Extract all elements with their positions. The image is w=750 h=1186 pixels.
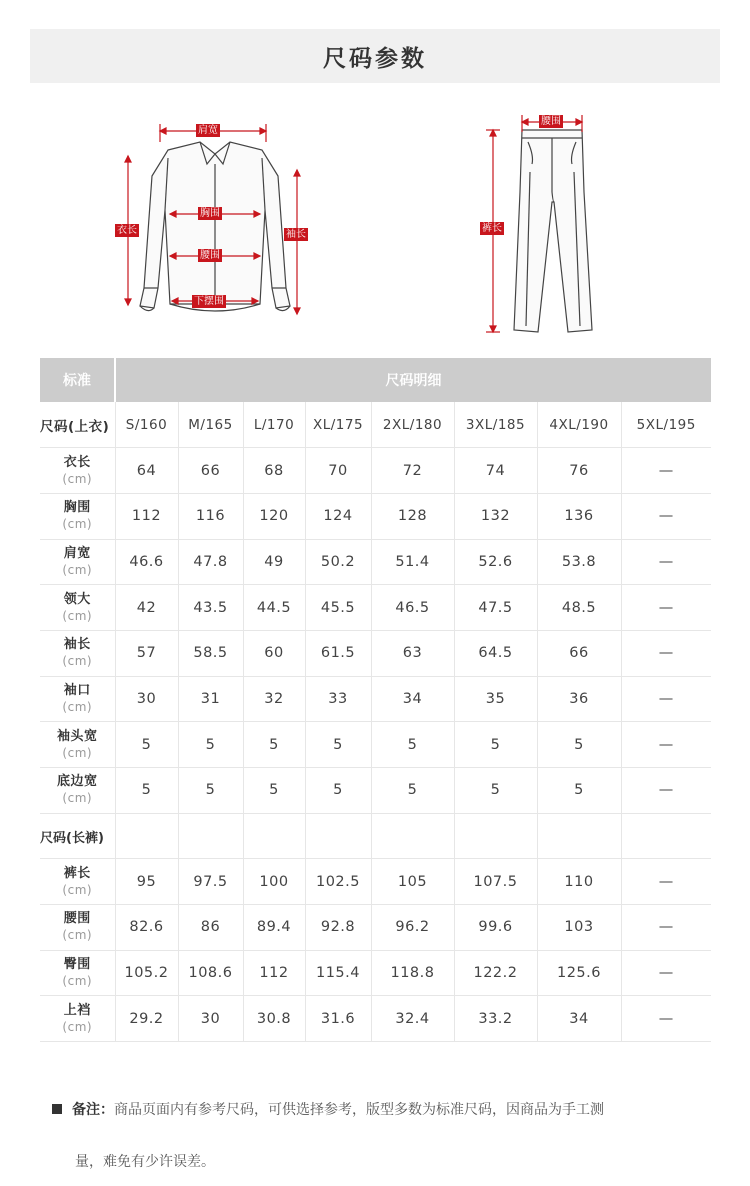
value-cell: 48.5 <box>537 585 621 631</box>
value-cell: 124 <box>305 493 371 539</box>
table-row-pants-section <box>40 813 711 859</box>
value-cell: 47.5 <box>454 585 537 631</box>
value-cell: 86 <box>178 905 243 951</box>
value-cell: 51.4 <box>371 539 454 585</box>
value-cell: 36 <box>537 676 621 722</box>
empty-cell <box>537 813 621 859</box>
value-cell: 66 <box>178 448 243 494</box>
value-cell: 5 <box>305 722 371 768</box>
value-cell: 70 <box>305 448 371 494</box>
value-cell: 5 <box>305 768 371 814</box>
table-row <box>40 905 711 951</box>
size-cell: M/165 <box>178 402 243 448</box>
value-cell: 5 <box>454 722 537 768</box>
table-row <box>40 859 711 905</box>
pants-diagram <box>470 112 610 337</box>
value-cell: 29.2 <box>115 996 178 1042</box>
pants-section-label: 尺码(长裤) <box>40 813 115 859</box>
value-cell: 5 <box>178 722 243 768</box>
row-unit: (cm) <box>62 882 93 897</box>
size-cell: 5XL/195 <box>621 402 711 448</box>
value-cell: 118.8 <box>371 950 454 996</box>
empty-cell <box>305 813 371 859</box>
hem-label: 下摆围 <box>194 296 224 307</box>
value-cell: 5 <box>243 722 305 768</box>
value-cell: 35 <box>454 676 537 722</box>
value-cell: 30 <box>178 996 243 1042</box>
page-title: 尺码参数 <box>323 45 427 72</box>
value-cell: 42 <box>115 585 178 631</box>
value-cell: 116 <box>178 493 243 539</box>
chest-label: 胸围 <box>200 208 220 219</box>
sleeve-label: 袖长 <box>286 229 306 240</box>
value-cell: 97.5 <box>178 859 243 905</box>
value-cell: 112 <box>115 493 178 539</box>
table-row <box>40 676 711 722</box>
value-cell: 95 <box>115 859 178 905</box>
value-cell: — <box>621 676 711 722</box>
value-cell: — <box>621 996 711 1042</box>
value-cell: 5 <box>178 768 243 814</box>
size-cell: 4XL/190 <box>537 402 621 448</box>
note-line2: 量，难免有少许误差。 <box>75 1154 215 1170</box>
row-name: 肩宽 <box>63 545 91 561</box>
table-row <box>40 768 711 814</box>
value-cell: 107.5 <box>454 859 537 905</box>
row-label <box>40 859 115 905</box>
value-cell: 5 <box>115 768 178 814</box>
value-cell: 136 <box>537 493 621 539</box>
value-cell: 32.4 <box>371 996 454 1042</box>
value-cell: 57 <box>115 630 178 676</box>
value-cell: 112 <box>243 950 305 996</box>
row-name: 袖口 <box>63 682 91 698</box>
note <box>52 1084 722 1186</box>
title-bar <box>30 29 720 83</box>
table-body <box>40 402 711 1042</box>
value-cell: 68 <box>243 448 305 494</box>
row-name: 衣长 <box>63 454 91 470</box>
value-cell: — <box>621 493 711 539</box>
row-unit: (cm) <box>62 974 93 989</box>
table-row <box>40 448 711 494</box>
value-cell: — <box>621 768 711 814</box>
table-header-row <box>40 358 711 402</box>
row-unit: (cm) <box>62 517 93 532</box>
empty-cell <box>115 813 178 859</box>
value-cell: 66 <box>537 630 621 676</box>
table-row-sizes <box>40 402 711 448</box>
header-detail: 尺码明细 <box>115 358 711 402</box>
row-name: 袖长 <box>63 637 91 653</box>
shirt-diagram <box>100 118 330 333</box>
value-cell: — <box>621 448 711 494</box>
row-unit: (cm) <box>62 928 93 943</box>
shoulder-label: 肩宽 <box>198 125 218 136</box>
value-cell: 82.6 <box>115 905 178 951</box>
value-cell: — <box>621 585 711 631</box>
length-label: 衣长 <box>117 225 137 236</box>
value-cell: 89.4 <box>243 905 305 951</box>
row-unit: (cm) <box>62 745 93 760</box>
value-cell: 34 <box>371 676 454 722</box>
value-cell: 33 <box>305 676 371 722</box>
value-cell: 92.8 <box>305 905 371 951</box>
row-name: 胸围 <box>63 500 91 516</box>
row-label <box>40 768 115 814</box>
value-cell: — <box>621 539 711 585</box>
value-cell: 63 <box>371 630 454 676</box>
value-cell: 43.5 <box>178 585 243 631</box>
value-cell: 32 <box>243 676 305 722</box>
row-name: 腰围 <box>63 911 91 927</box>
value-cell: 31.6 <box>305 996 371 1042</box>
value-cell: — <box>621 722 711 768</box>
value-cell: 49 <box>243 539 305 585</box>
row-unit: (cm) <box>62 654 93 669</box>
table-row <box>40 493 711 539</box>
size-cell: 3XL/185 <box>454 402 537 448</box>
pants-length-label: 裤长 <box>482 223 502 234</box>
pants-waist-label: 腰围 <box>541 116 561 127</box>
value-cell: 5 <box>371 722 454 768</box>
empty-cell <box>621 813 711 859</box>
value-cell: — <box>621 950 711 996</box>
note-label: 备注： <box>72 1102 114 1118</box>
size-cell: 2XL/180 <box>371 402 454 448</box>
value-cell: 30.8 <box>243 996 305 1042</box>
value-cell: 132 <box>454 493 537 539</box>
value-cell: 5 <box>243 768 305 814</box>
value-cell: 74 <box>454 448 537 494</box>
value-cell: 64 <box>115 448 178 494</box>
value-cell: 33.2 <box>454 996 537 1042</box>
size-cell: XL/175 <box>305 402 371 448</box>
size-cell: S/160 <box>115 402 178 448</box>
value-cell: 52.6 <box>454 539 537 585</box>
row-label <box>40 630 115 676</box>
row-label <box>40 950 115 996</box>
header-standard: 标准 <box>40 358 115 402</box>
value-cell: 5 <box>371 768 454 814</box>
row-label <box>40 722 115 768</box>
value-cell: 45.5 <box>305 585 371 631</box>
value-cell: 105.2 <box>115 950 178 996</box>
table-row <box>40 722 711 768</box>
row-name: 上裆 <box>63 1002 91 1018</box>
empty-cell <box>454 813 537 859</box>
row-unit: (cm) <box>62 699 93 714</box>
row-label <box>40 585 115 631</box>
value-cell: 110 <box>537 859 621 905</box>
row-unit: (cm) <box>62 791 93 806</box>
row-name: 袖头宽 <box>56 728 98 744</box>
value-cell: — <box>621 859 711 905</box>
value-cell: 5 <box>537 722 621 768</box>
value-cell: 47.8 <box>178 539 243 585</box>
value-cell: 115.4 <box>305 950 371 996</box>
value-cell: 50.2 <box>305 539 371 585</box>
value-cell: 5 <box>537 768 621 814</box>
waist-label: 腰围 <box>200 250 220 261</box>
row-unit: (cm) <box>62 608 93 623</box>
value-cell: 128 <box>371 493 454 539</box>
table-row <box>40 539 711 585</box>
row-name: 底边宽 <box>56 774 98 790</box>
value-cell: 72 <box>371 448 454 494</box>
table-row <box>40 996 711 1042</box>
row-unit: (cm) <box>62 562 93 577</box>
value-cell: 102.5 <box>305 859 371 905</box>
value-cell: 46.6 <box>115 539 178 585</box>
value-cell: 30 <box>115 676 178 722</box>
value-cell: 103 <box>537 905 621 951</box>
empty-cell <box>178 813 243 859</box>
value-cell: 53.8 <box>537 539 621 585</box>
value-cell: — <box>621 630 711 676</box>
row-name: 臀围 <box>63 957 91 973</box>
value-cell: 76 <box>537 448 621 494</box>
value-cell: 60 <box>243 630 305 676</box>
value-cell: 108.6 <box>178 950 243 996</box>
table-row <box>40 585 711 631</box>
value-cell: 61.5 <box>305 630 371 676</box>
value-cell: 120 <box>243 493 305 539</box>
value-cell: 99.6 <box>454 905 537 951</box>
row-name: 领大 <box>63 591 91 607</box>
row-label <box>40 493 115 539</box>
row-unit: (cm) <box>62 471 93 486</box>
value-cell: 96.2 <box>371 905 454 951</box>
row-label <box>40 676 115 722</box>
value-cell: 122.2 <box>454 950 537 996</box>
row-label <box>40 905 115 951</box>
empty-cell <box>371 813 454 859</box>
value-cell: 105 <box>371 859 454 905</box>
row-label <box>40 448 115 494</box>
value-cell: 64.5 <box>454 630 537 676</box>
size-cell: L/170 <box>243 402 305 448</box>
value-cell: 125.6 <box>537 950 621 996</box>
value-cell: 31 <box>178 676 243 722</box>
value-cell: 5 <box>115 722 178 768</box>
row-name: 裤长 <box>63 865 91 881</box>
row-label <box>40 539 115 585</box>
bullet-square-icon <box>52 1104 62 1114</box>
value-cell: 58.5 <box>178 630 243 676</box>
value-cell: — <box>621 905 711 951</box>
size-table <box>40 358 711 1042</box>
value-cell: 34 <box>537 996 621 1042</box>
empty-cell <box>243 813 305 859</box>
table-row <box>40 630 711 676</box>
top-section-label: 尺码(上衣) <box>40 402 115 448</box>
value-cell: 44.5 <box>243 585 305 631</box>
note-line1: 商品页面内有参考尺码，可供选择参考，版型多数为标准尺码，因商品为手工测 <box>114 1102 604 1118</box>
table-row <box>40 950 711 996</box>
value-cell: 100 <box>243 859 305 905</box>
row-label <box>40 996 115 1042</box>
value-cell: 46.5 <box>371 585 454 631</box>
row-unit: (cm) <box>62 1019 93 1034</box>
value-cell: 5 <box>454 768 537 814</box>
